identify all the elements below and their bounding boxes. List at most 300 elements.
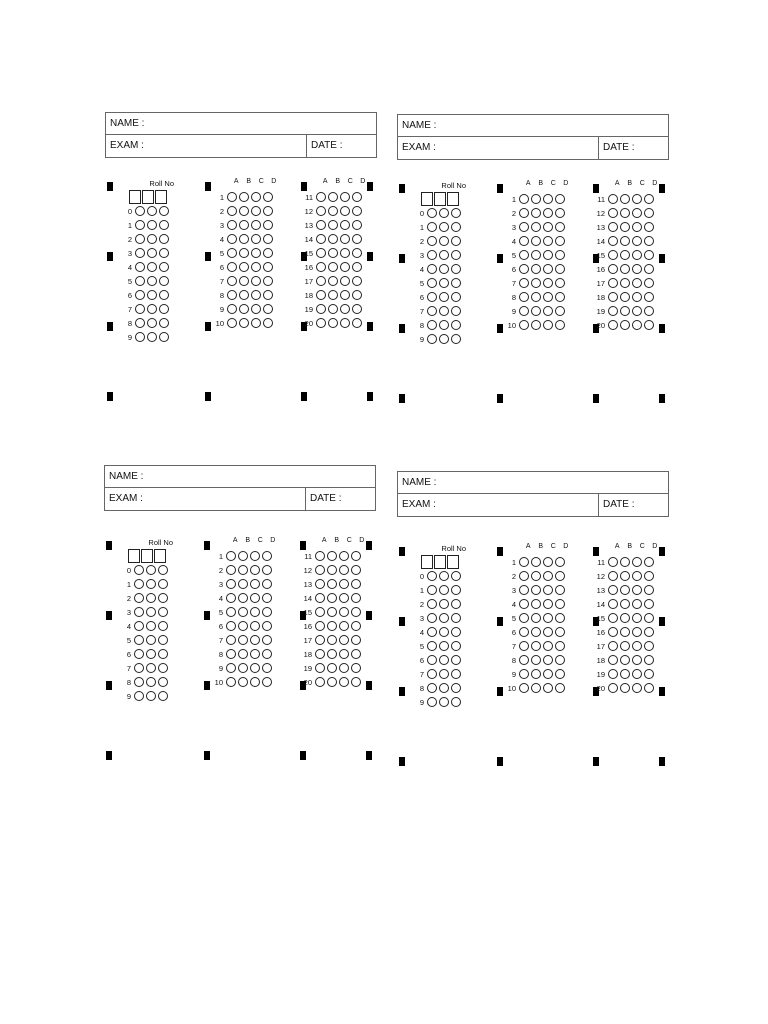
answer-bubble[interactable] [427, 655, 437, 665]
answer-bubble[interactable] [327, 593, 337, 603]
answer-bubble[interactable] [327, 621, 337, 631]
answer-bubble[interactable] [134, 677, 144, 687]
answer-bubble[interactable] [238, 663, 248, 673]
answer-bubble[interactable] [439, 320, 449, 330]
answer-bubble[interactable] [543, 585, 553, 595]
answer-bubble[interactable] [543, 222, 553, 232]
answer-bubble[interactable] [427, 334, 437, 344]
answer-bubble[interactable] [451, 334, 461, 344]
answer-bubble[interactable] [351, 635, 361, 645]
answer-bubble[interactable] [159, 318, 169, 328]
answer-bubble[interactable] [352, 304, 362, 314]
answer-bubble[interactable] [644, 669, 654, 679]
answer-bubble[interactable] [555, 627, 565, 637]
answer-bubble[interactable] [327, 579, 337, 589]
answer-bubble[interactable] [340, 290, 350, 300]
answer-bubble[interactable] [351, 649, 361, 659]
answer-bubble[interactable] [351, 565, 361, 575]
answer-bubble[interactable] [531, 208, 541, 218]
answer-bubble[interactable] [531, 683, 541, 693]
answer-bubble[interactable] [146, 565, 156, 575]
answer-bubble[interactable] [134, 663, 144, 673]
answer-bubble[interactable] [251, 220, 261, 230]
answer-bubble[interactable] [239, 304, 249, 314]
answer-bubble[interactable] [439, 613, 449, 623]
answer-bubble[interactable] [135, 262, 145, 272]
answer-bubble[interactable] [250, 677, 260, 687]
answer-bubble[interactable] [227, 220, 237, 230]
answer-bubble[interactable] [251, 304, 261, 314]
answer-bubble[interactable] [135, 248, 145, 258]
answer-bubble[interactable] [147, 248, 157, 258]
answer-bubble[interactable] [620, 669, 630, 679]
answer-bubble[interactable] [227, 304, 237, 314]
answer-bubble[interactable] [340, 304, 350, 314]
answer-bubble[interactable] [340, 262, 350, 272]
answer-bubble[interactable] [239, 262, 249, 272]
answer-bubble[interactable] [315, 607, 325, 617]
answer-bubble[interactable] [519, 292, 529, 302]
answer-bubble[interactable] [644, 585, 654, 595]
answer-bubble[interactable] [620, 264, 630, 274]
answer-bubble[interactable] [262, 649, 272, 659]
answer-bubble[interactable] [608, 669, 618, 679]
answer-bubble[interactable] [250, 593, 260, 603]
answer-bubble[interactable] [608, 557, 618, 567]
answer-bubble[interactable] [427, 278, 437, 288]
answer-bubble[interactable] [316, 192, 326, 202]
answer-bubble[interactable] [251, 234, 261, 244]
answer-bubble[interactable] [531, 585, 541, 595]
answer-bubble[interactable] [543, 669, 553, 679]
answer-bubble[interactable] [543, 599, 553, 609]
answer-bubble[interactable] [251, 318, 261, 328]
answer-bubble[interactable] [608, 222, 618, 232]
answer-bubble[interactable] [250, 649, 260, 659]
answer-bubble[interactable] [644, 208, 654, 218]
answer-bubble[interactable] [644, 292, 654, 302]
roll-digit-box[interactable] [434, 192, 446, 206]
answer-bubble[interactable] [620, 306, 630, 316]
answer-bubble[interactable] [352, 290, 362, 300]
answer-bubble[interactable] [251, 262, 261, 272]
answer-bubble[interactable] [632, 585, 642, 595]
answer-bubble[interactable] [227, 192, 237, 202]
answer-bubble[interactable] [543, 683, 553, 693]
answer-bubble[interactable] [239, 248, 249, 258]
answer-bubble[interactable] [439, 334, 449, 344]
answer-bubble[interactable] [451, 278, 461, 288]
answer-bubble[interactable] [316, 248, 326, 258]
answer-bubble[interactable] [632, 222, 642, 232]
answer-bubble[interactable] [555, 613, 565, 623]
answer-bubble[interactable] [250, 579, 260, 589]
answer-bubble[interactable] [158, 593, 168, 603]
answer-bubble[interactable] [644, 683, 654, 693]
answer-bubble[interactable] [608, 292, 618, 302]
answer-bubble[interactable] [644, 599, 654, 609]
answer-bubble[interactable] [159, 262, 169, 272]
answer-bubble[interactable] [427, 292, 437, 302]
answer-bubble[interactable] [262, 551, 272, 561]
answer-bubble[interactable] [315, 621, 325, 631]
answer-bubble[interactable] [262, 593, 272, 603]
answer-bubble[interactable] [451, 222, 461, 232]
answer-bubble[interactable] [632, 613, 642, 623]
answer-bubble[interactable] [451, 571, 461, 581]
answer-bubble[interactable] [339, 593, 349, 603]
answer-bubble[interactable] [316, 304, 326, 314]
answer-bubble[interactable] [519, 641, 529, 651]
answer-bubble[interactable] [327, 551, 337, 561]
answer-bubble[interactable] [620, 320, 630, 330]
answer-bubble[interactable] [632, 264, 642, 274]
answer-bubble[interactable] [519, 613, 529, 623]
answer-bubble[interactable] [608, 585, 618, 595]
roll-digit-box[interactable] [142, 190, 154, 204]
answer-bubble[interactable] [519, 306, 529, 316]
roll-digit-box[interactable] [141, 549, 153, 563]
answer-bubble[interactable] [316, 262, 326, 272]
answer-bubble[interactable] [328, 248, 338, 258]
answer-bubble[interactable] [608, 250, 618, 260]
answer-bubble[interactable] [543, 627, 553, 637]
answer-bubble[interactable] [262, 621, 272, 631]
answer-bubble[interactable] [531, 571, 541, 581]
answer-bubble[interactable] [531, 194, 541, 204]
answer-bubble[interactable] [451, 697, 461, 707]
answer-bubble[interactable] [608, 571, 618, 581]
answer-bubble[interactable] [427, 627, 437, 637]
roll-digit-box[interactable] [421, 192, 433, 206]
answer-bubble[interactable] [227, 262, 237, 272]
answer-bubble[interactable] [620, 292, 630, 302]
answer-bubble[interactable] [147, 304, 157, 314]
answer-bubble[interactable] [620, 599, 630, 609]
answer-bubble[interactable] [608, 599, 618, 609]
answer-bubble[interactable] [352, 248, 362, 258]
answer-bubble[interactable] [250, 663, 260, 673]
answer-bubble[interactable] [451, 627, 461, 637]
answer-bubble[interactable] [146, 621, 156, 631]
answer-bubble[interactable] [620, 585, 630, 595]
answer-bubble[interactable] [263, 318, 273, 328]
answer-bubble[interactable] [644, 194, 654, 204]
answer-bubble[interactable] [262, 579, 272, 589]
answer-bubble[interactable] [239, 290, 249, 300]
answer-bubble[interactable] [339, 607, 349, 617]
answer-bubble[interactable] [531, 557, 541, 567]
answer-bubble[interactable] [451, 250, 461, 260]
answer-bubble[interactable] [226, 663, 236, 673]
answer-bubble[interactable] [238, 551, 248, 561]
answer-bubble[interactable] [316, 234, 326, 244]
answer-bubble[interactable] [238, 677, 248, 687]
answer-bubble[interactable] [644, 236, 654, 246]
answer-bubble[interactable] [519, 264, 529, 274]
answer-bubble[interactable] [159, 332, 169, 342]
answer-bubble[interactable] [555, 278, 565, 288]
answer-bubble[interactable] [262, 607, 272, 617]
answer-bubble[interactable] [135, 220, 145, 230]
answer-bubble[interactable] [351, 677, 361, 687]
answer-bubble[interactable] [632, 655, 642, 665]
answer-bubble[interactable] [427, 669, 437, 679]
answer-bubble[interactable] [644, 627, 654, 637]
answer-bubble[interactable] [451, 683, 461, 693]
answer-bubble[interactable] [250, 607, 260, 617]
answer-bubble[interactable] [632, 306, 642, 316]
answer-bubble[interactable] [543, 194, 553, 204]
answer-bubble[interactable] [439, 641, 449, 651]
answer-bubble[interactable] [519, 655, 529, 665]
answer-bubble[interactable] [328, 290, 338, 300]
answer-bubble[interactable] [147, 220, 157, 230]
answer-bubble[interactable] [555, 194, 565, 204]
answer-bubble[interactable] [226, 593, 236, 603]
answer-bubble[interactable] [632, 278, 642, 288]
answer-bubble[interactable] [315, 579, 325, 589]
answer-bubble[interactable] [327, 649, 337, 659]
answer-bubble[interactable] [632, 683, 642, 693]
answer-bubble[interactable] [427, 208, 437, 218]
answer-bubble[interactable] [543, 641, 553, 651]
answer-bubble[interactable] [327, 677, 337, 687]
answer-bubble[interactable] [439, 222, 449, 232]
answer-bubble[interactable] [316, 290, 326, 300]
answer-bubble[interactable] [134, 635, 144, 645]
answer-bubble[interactable] [451, 613, 461, 623]
answer-bubble[interactable] [263, 304, 273, 314]
answer-bubble[interactable] [644, 613, 654, 623]
answer-bubble[interactable] [134, 649, 144, 659]
answer-bubble[interactable] [439, 627, 449, 637]
answer-bubble[interactable] [315, 551, 325, 561]
answer-bubble[interactable] [135, 206, 145, 216]
answer-bubble[interactable] [159, 304, 169, 314]
answer-bubble[interactable] [251, 206, 261, 216]
answer-bubble[interactable] [327, 663, 337, 673]
answer-bubble[interactable] [632, 320, 642, 330]
answer-bubble[interactable] [328, 192, 338, 202]
answer-bubble[interactable] [226, 551, 236, 561]
answer-bubble[interactable] [340, 220, 350, 230]
answer-bubble[interactable] [158, 621, 168, 631]
answer-bubble[interactable] [608, 683, 618, 693]
answer-bubble[interactable] [147, 290, 157, 300]
answer-bubble[interactable] [238, 621, 248, 631]
answer-bubble[interactable] [608, 278, 618, 288]
answer-bubble[interactable] [239, 206, 249, 216]
roll-digit-box[interactable] [447, 555, 459, 569]
answer-bubble[interactable] [451, 669, 461, 679]
answer-bubble[interactable] [555, 264, 565, 274]
answer-bubble[interactable] [608, 627, 618, 637]
answer-bubble[interactable] [451, 264, 461, 274]
answer-bubble[interactable] [239, 234, 249, 244]
answer-bubble[interactable] [327, 565, 337, 575]
answer-bubble[interactable] [439, 655, 449, 665]
answer-bubble[interactable] [238, 649, 248, 659]
answer-bubble[interactable] [632, 557, 642, 567]
answer-bubble[interactable] [620, 571, 630, 581]
answer-bubble[interactable] [608, 613, 618, 623]
answer-bubble[interactable] [158, 607, 168, 617]
answer-bubble[interactable] [135, 318, 145, 328]
answer-bubble[interactable] [451, 599, 461, 609]
answer-bubble[interactable] [352, 206, 362, 216]
answer-bubble[interactable] [352, 220, 362, 230]
answer-bubble[interactable] [439, 236, 449, 246]
answer-bubble[interactable] [427, 222, 437, 232]
answer-bubble[interactable] [555, 208, 565, 218]
answer-bubble[interactable] [608, 264, 618, 274]
answer-bubble[interactable] [226, 649, 236, 659]
answer-bubble[interactable] [339, 635, 349, 645]
roll-digit-box[interactable] [154, 549, 166, 563]
answer-bubble[interactable] [351, 551, 361, 561]
roll-digit-box[interactable] [129, 190, 141, 204]
answer-bubble[interactable] [531, 627, 541, 637]
answer-bubble[interactable] [159, 276, 169, 286]
roll-digit-box[interactable] [421, 555, 433, 569]
answer-bubble[interactable] [227, 290, 237, 300]
answer-bubble[interactable] [328, 276, 338, 286]
answer-bubble[interactable] [531, 599, 541, 609]
answer-bubble[interactable] [644, 250, 654, 260]
answer-bubble[interactable] [644, 264, 654, 274]
answer-bubble[interactable] [644, 641, 654, 651]
answer-bubble[interactable] [632, 599, 642, 609]
answer-bubble[interactable] [519, 208, 529, 218]
answer-bubble[interactable] [519, 557, 529, 567]
answer-bubble[interactable] [262, 663, 272, 673]
answer-bubble[interactable] [263, 276, 273, 286]
answer-bubble[interactable] [134, 607, 144, 617]
answer-bubble[interactable] [158, 649, 168, 659]
answer-bubble[interactable] [316, 318, 326, 328]
answer-bubble[interactable] [239, 318, 249, 328]
answer-bubble[interactable] [427, 306, 437, 316]
answer-bubble[interactable] [439, 292, 449, 302]
answer-bubble[interactable] [519, 320, 529, 330]
answer-bubble[interactable] [263, 192, 273, 202]
answer-bubble[interactable] [147, 206, 157, 216]
answer-bubble[interactable] [251, 248, 261, 258]
answer-bubble[interactable] [158, 677, 168, 687]
answer-bubble[interactable] [135, 332, 145, 342]
answer-bubble[interactable] [134, 565, 144, 575]
answer-bubble[interactable] [339, 621, 349, 631]
answer-bubble[interactable] [608, 208, 618, 218]
answer-bubble[interactable] [316, 206, 326, 216]
answer-bubble[interactable] [316, 220, 326, 230]
answer-bubble[interactable] [262, 635, 272, 645]
answer-bubble[interactable] [238, 593, 248, 603]
answer-bubble[interactable] [531, 250, 541, 260]
answer-bubble[interactable] [227, 248, 237, 258]
answer-bubble[interactable] [439, 669, 449, 679]
answer-bubble[interactable] [608, 320, 618, 330]
answer-bubble[interactable] [315, 663, 325, 673]
answer-bubble[interactable] [147, 234, 157, 244]
answer-bubble[interactable] [543, 250, 553, 260]
answer-bubble[interactable] [644, 557, 654, 567]
answer-bubble[interactable] [620, 208, 630, 218]
answer-bubble[interactable] [351, 593, 361, 603]
answer-bubble[interactable] [519, 194, 529, 204]
answer-bubble[interactable] [315, 649, 325, 659]
answer-bubble[interactable] [555, 557, 565, 567]
answer-bubble[interactable] [620, 250, 630, 260]
answer-bubble[interactable] [427, 264, 437, 274]
answer-bubble[interactable] [427, 613, 437, 623]
answer-bubble[interactable] [352, 234, 362, 244]
answer-bubble[interactable] [608, 236, 618, 246]
answer-bubble[interactable] [352, 262, 362, 272]
answer-bubble[interactable] [427, 571, 437, 581]
answer-bubble[interactable] [555, 683, 565, 693]
answer-bubble[interactable] [608, 306, 618, 316]
answer-bubble[interactable] [250, 635, 260, 645]
answer-bubble[interactable] [644, 278, 654, 288]
answer-bubble[interactable] [316, 276, 326, 286]
answer-bubble[interactable] [439, 585, 449, 595]
roll-digit-box[interactable] [128, 549, 140, 563]
answer-bubble[interactable] [519, 627, 529, 637]
answer-bubble[interactable] [620, 278, 630, 288]
answer-bubble[interactable] [263, 248, 273, 258]
answer-bubble[interactable] [227, 234, 237, 244]
answer-bubble[interactable] [632, 236, 642, 246]
answer-bubble[interactable] [339, 579, 349, 589]
answer-bubble[interactable] [519, 683, 529, 693]
roll-digit-box[interactable] [447, 192, 459, 206]
answer-bubble[interactable] [451, 585, 461, 595]
answer-bubble[interactable] [328, 206, 338, 216]
answer-bubble[interactable] [427, 236, 437, 246]
answer-bubble[interactable] [439, 306, 449, 316]
answer-bubble[interactable] [543, 655, 553, 665]
answer-bubble[interactable] [340, 248, 350, 258]
answer-bubble[interactable] [632, 194, 642, 204]
answer-bubble[interactable] [632, 571, 642, 581]
answer-bubble[interactable] [351, 621, 361, 631]
answer-bubble[interactable] [352, 318, 362, 328]
answer-bubble[interactable] [555, 585, 565, 595]
answer-bubble[interactable] [238, 635, 248, 645]
answer-bubble[interactable] [519, 278, 529, 288]
answer-bubble[interactable] [340, 234, 350, 244]
answer-bubble[interactable] [135, 304, 145, 314]
answer-bubble[interactable] [427, 641, 437, 651]
answer-bubble[interactable] [159, 234, 169, 244]
answer-bubble[interactable] [555, 236, 565, 246]
answer-bubble[interactable] [531, 655, 541, 665]
answer-bubble[interactable] [147, 262, 157, 272]
answer-bubble[interactable] [339, 663, 349, 673]
answer-bubble[interactable] [251, 290, 261, 300]
answer-bubble[interactable] [543, 278, 553, 288]
answer-bubble[interactable] [632, 641, 642, 651]
answer-bubble[interactable] [158, 579, 168, 589]
answer-bubble[interactable] [339, 565, 349, 575]
answer-bubble[interactable] [543, 292, 553, 302]
answer-bubble[interactable] [531, 613, 541, 623]
answer-bubble[interactable] [608, 655, 618, 665]
roll-digit-box[interactable] [434, 555, 446, 569]
answer-bubble[interactable] [226, 635, 236, 645]
